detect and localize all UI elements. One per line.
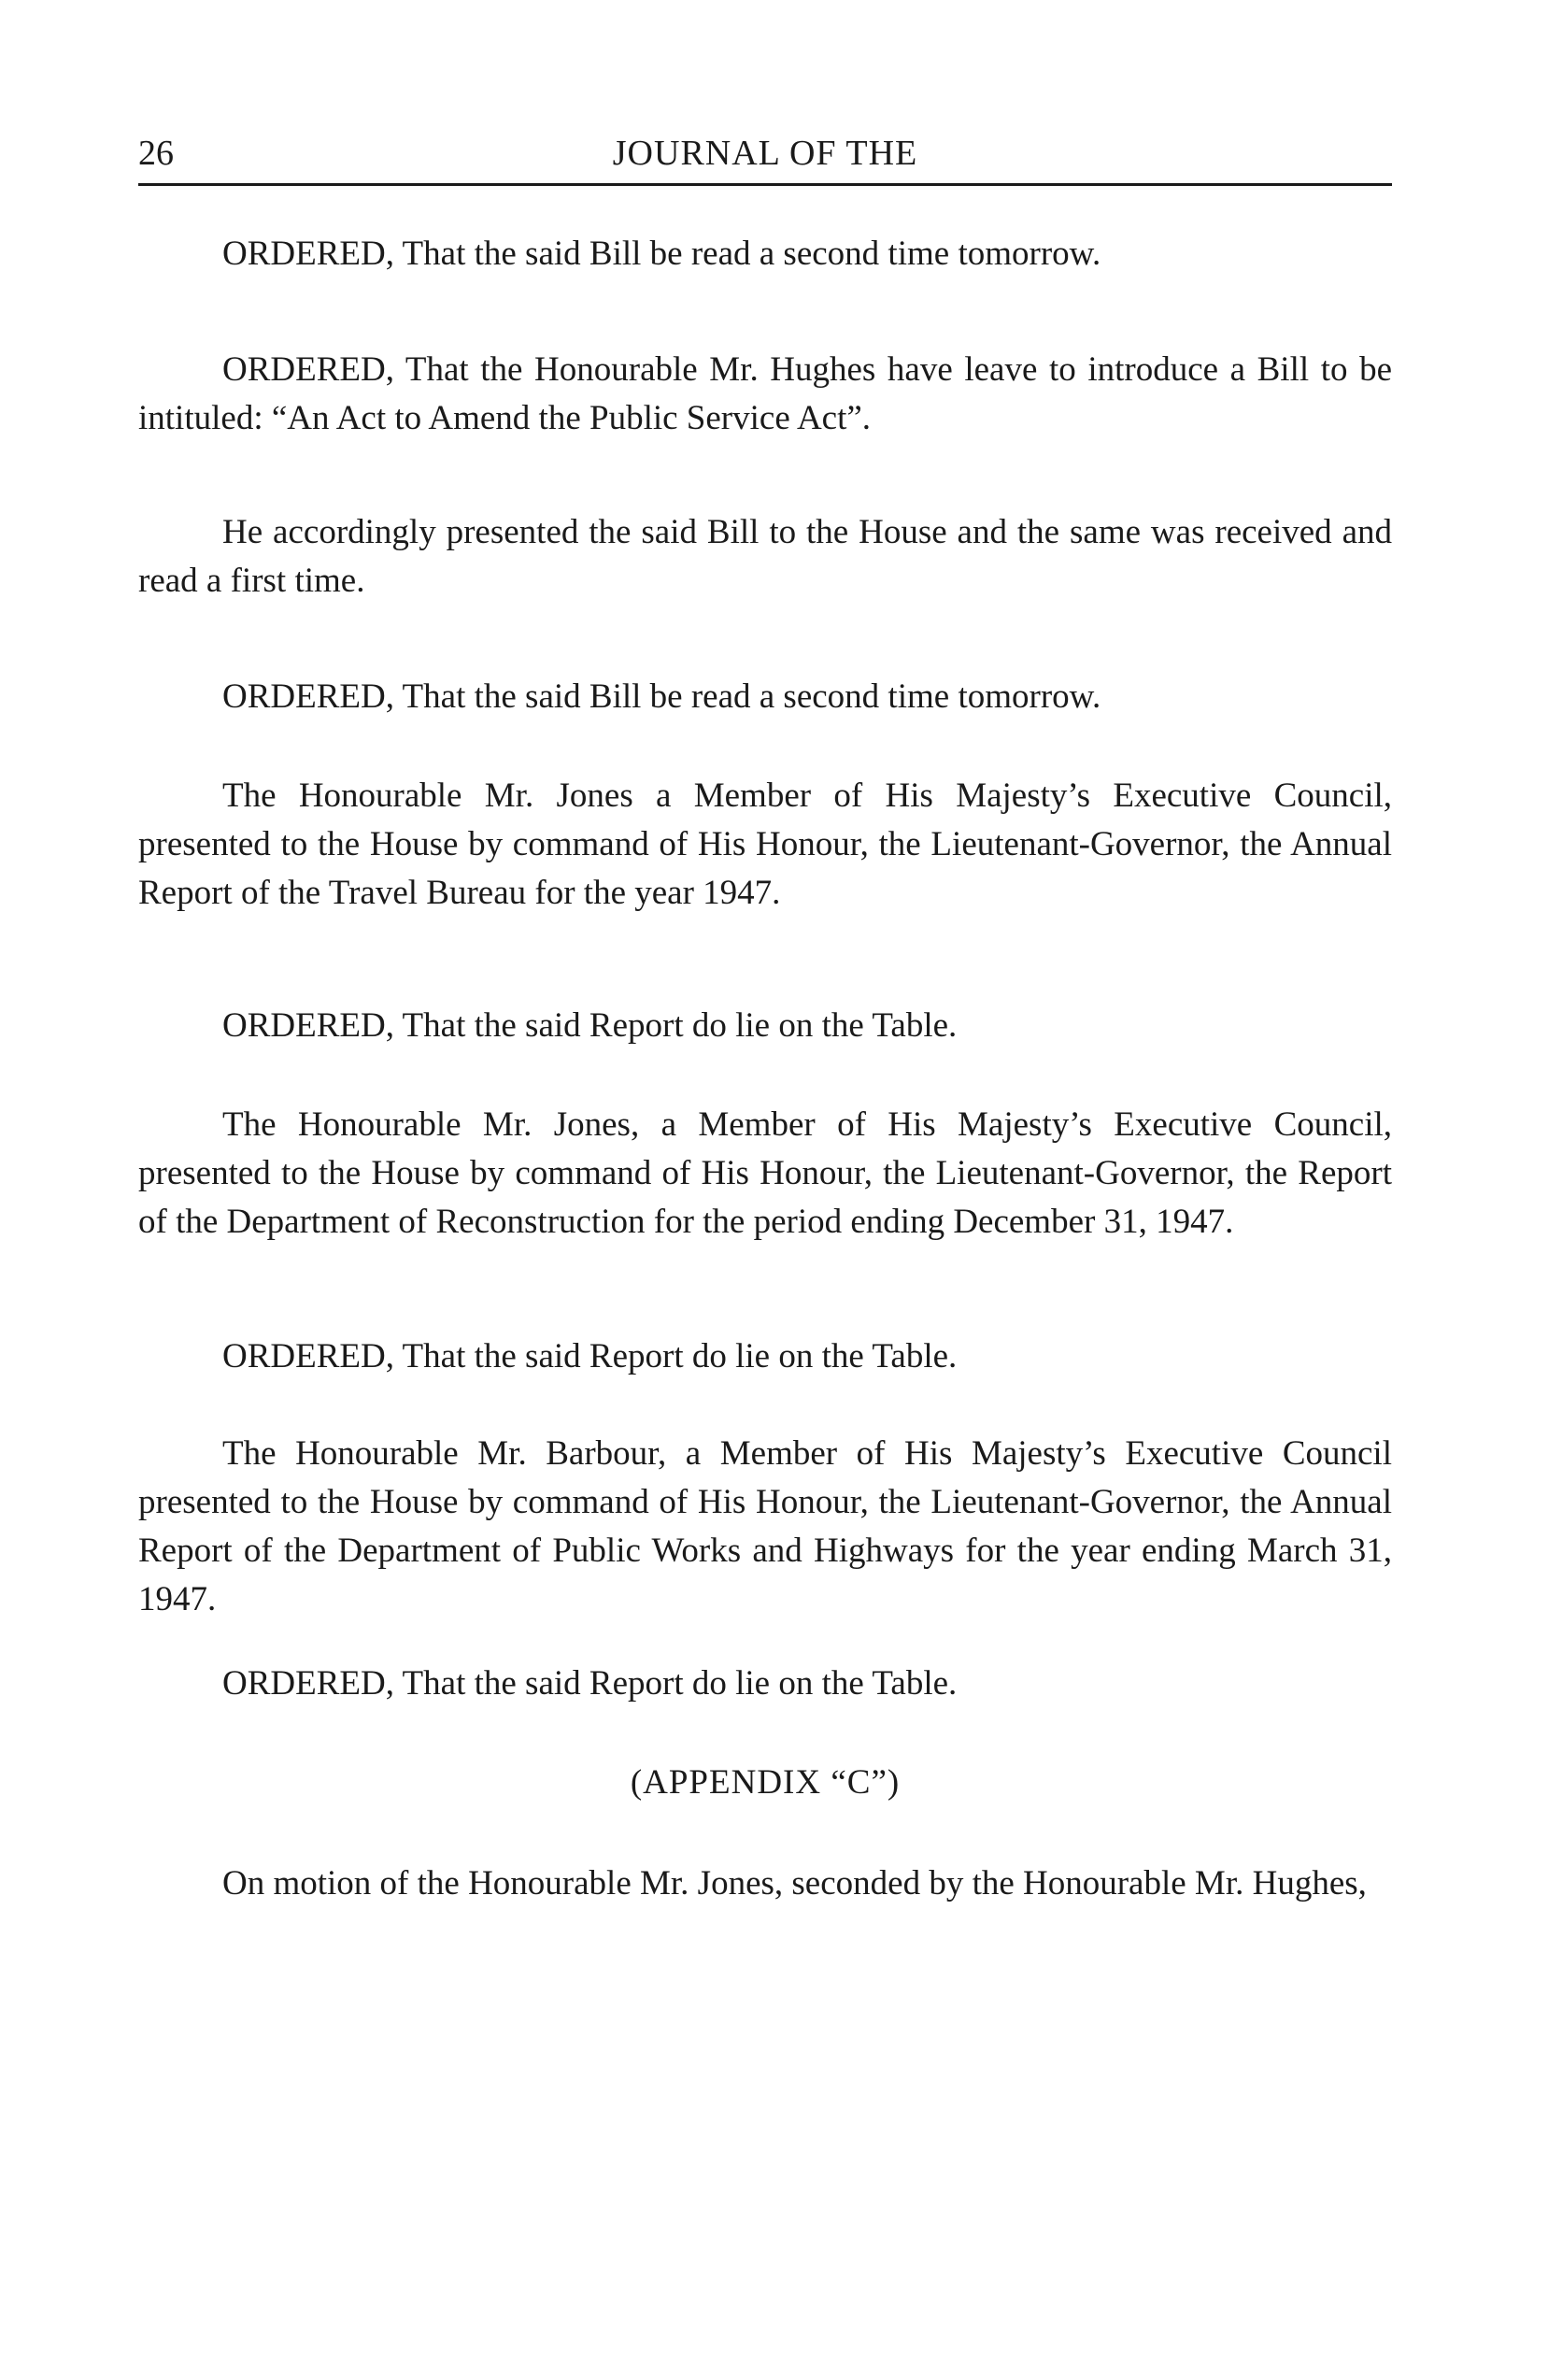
appendix-heading: (APPENDIX “C”) bbox=[630, 1763, 901, 1802]
paragraph-ordered-leave-hughes: ORDERED, That the Honourable Mr. Hughes have leave to introduce a Bill to be intituled: “An Act to Amend the Public Service Act”. bbox=[138, 350, 1392, 437]
journal-page bbox=[138, 129, 1392, 1903]
page-header bbox=[138, 129, 1392, 186]
paragraph-ordered-report-table-3: ORDERED, That the said Report do lie on the Table. bbox=[222, 1664, 958, 1703]
paragraph-bill-presented: He accordingly presented the said Bill to the House and the same was received and read a first time. bbox=[138, 513, 1392, 600]
running-head: JOURNAL OF THE bbox=[612, 134, 918, 173]
paragraph-public-works-report: The Honourable Mr. Barbour, a Member of His Majesty’s Executive Council presented to the House by command of His Honour, the Lieutenant-Governor, the Annual Report of the Department of Public Works and Highways for the year ending March 31, 1947. bbox=[138, 1434, 1392, 1618]
paragraph-ordered-report-table-1: ORDERED, That the said Report do lie on the Table. bbox=[222, 1006, 958, 1045]
paragraph-ordered-second-reading-1: ORDERED, That the said Bill be read a second time tomorrow. bbox=[222, 235, 1101, 273]
page-number: 26 bbox=[138, 134, 174, 173]
paragraph-reconstruction-report: The Honourable Mr. Jones, a Member of His Majesty’s Executive Council, presented to the House by command of His Honour, the Lieutenant-Governor, the Report of the Department of Reconstruction for the period ending December 31, 1947. bbox=[138, 1105, 1392, 1241]
paragraph-ordered-second-reading-2: ORDERED, That the said Bill be read a second time tomorrow. bbox=[222, 677, 1101, 716]
paragraph-motion: On motion of the Honourable Mr. Jones, seconded by the Honourable Mr. Hughes, bbox=[222, 1864, 1367, 1903]
paragraph-travel-bureau-report: The Honourable Mr. Jones a Member of His Majesty’s Executive Council, presented to the House by command of His Honour, the Lieutenant-Governor, the Annual Report of the Travel Bureau for the year 1947. bbox=[138, 777, 1392, 912]
paragraph-ordered-report-table-2: ORDERED, That the said Report do lie on the Table. bbox=[222, 1337, 958, 1375]
